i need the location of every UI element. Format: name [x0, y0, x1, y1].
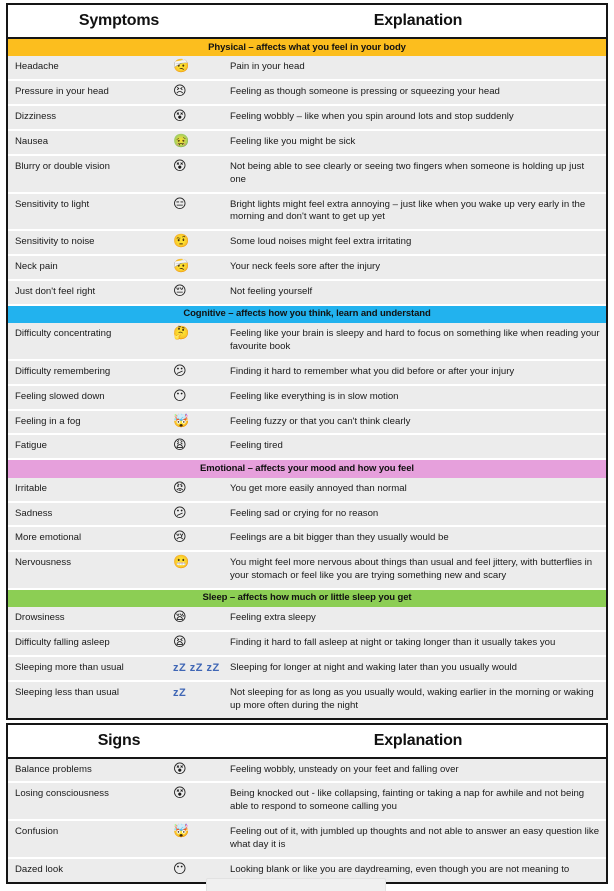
- category-band-cognitive: Cognitive – affects how you think, learn and understand: [8, 306, 606, 323]
- explanation-cell: Feeling like your brain is sleepy and hard to focus on something like when reading your favourite book: [230, 328, 600, 352]
- explanation-cell: Not feeling yourself: [230, 285, 313, 297]
- symptom-name-cell: Drowsiness: [15, 612, 65, 624]
- explanation-cell: Being knocked out - like collapsing, fainting or taking a nap for awhile and not being able to respond to someone calling you: [230, 788, 585, 813]
- explanation-cell: Finding it hard to remember what you did before or after your injury: [230, 365, 515, 377]
- knocked-out-face-icon: [163, 783, 230, 805]
- pensive-face-icon-glyph: 😔: [173, 283, 187, 299]
- symptom-name-cell: Blurry or double vision: [15, 160, 110, 172]
- confused-face-icon: [163, 361, 230, 383]
- pouting-face-icon-glyph: 😡: [173, 480, 187, 496]
- table-row: [8, 194, 606, 232]
- symptom-name-cell: Just don't feel right: [15, 285, 96, 297]
- nauseated-face-icon-glyph: 🤢: [173, 133, 190, 149]
- explanation-cell: You get more easily annoyed than normal: [230, 482, 407, 494]
- weary-face-icon: [163, 435, 230, 457]
- table-row: [8, 386, 606, 411]
- symptom-name-cell: Sadness: [15, 507, 53, 519]
- symptom-name-cell: More emotional: [15, 532, 82, 544]
- sad-face-icon-glyph: 😕: [173, 505, 187, 521]
- symptoms-table-header-row: [8, 5, 606, 39]
- pouting-face-icon: [163, 478, 230, 500]
- exploding-head-icon-glyph: 🤯: [173, 413, 190, 429]
- symptom-name-cell: Irritable: [15, 482, 47, 494]
- table-row: [8, 527, 606, 552]
- thinking-face-icon-glyph: 🤔: [173, 326, 190, 342]
- explanation-cell: Not sleeping for as long as you usually would, waking earlier in the morning or waking up more often during the night: [230, 686, 594, 711]
- dazed-face-icon-glyph: 😶: [173, 861, 187, 877]
- explanation-cell: Feeling as though someone is pressing or squeezing your head: [230, 86, 500, 98]
- table-row: [8, 323, 606, 361]
- nauseated-face-icon: [163, 131, 230, 153]
- table-row: [8, 281, 606, 306]
- symptom-name-cell: Sleeping more than usual: [15, 662, 124, 673]
- expressionless-face-icon-glyph: 😑: [173, 196, 187, 212]
- explanation-cell: You might feel more nervous about things than usual and feel jittery, with butterflies in your stomach or feel like you are trying something new and scary: [230, 557, 593, 582]
- neck-pain-face-icon-glyph: 🤕: [173, 259, 190, 275]
- many-sleep-zzz-icon-glyph: zZ zZ zZ: [173, 662, 220, 674]
- explanation-cell: Sleeping for longer at night and waking later than you usually would: [230, 662, 517, 673]
- persevering-face-icon: [163, 81, 230, 103]
- explanation-cell: Bright lights might feel extra annoying – just like when you wake up very early in the morning and don't want to get up yet: [230, 198, 586, 223]
- symptom-name-cell: Pressure in your head: [15, 86, 109, 98]
- table-row: [8, 435, 606, 460]
- table-row: [8, 657, 606, 682]
- explanation-cell: Your neck feels sore after the injury: [230, 261, 381, 273]
- tired-face-icon-glyph: 😫: [173, 635, 187, 651]
- table-row: [8, 56, 606, 81]
- explanation-cell: Finding it hard to fall asleep at night or taking longer than it usually takes you: [230, 637, 556, 649]
- table-row: [8, 607, 606, 632]
- crying-face-icon-glyph: 😢: [173, 530, 187, 546]
- explanation-cell: Feeling extra sleepy: [230, 612, 316, 624]
- symptoms-explanation-column-header: Explanation: [373, 12, 463, 29]
- explanation-cell: Feeling wobbly, unsteady on your feet and falling over: [230, 763, 459, 775]
- symptom-name-cell: Nausea: [15, 135, 49, 147]
- symptom-name-cell: Balance problems: [15, 763, 92, 775]
- symptom-name-cell: Losing consciousness: [15, 788, 109, 800]
- dizzy-face-icon: [163, 106, 230, 128]
- signs-table: [6, 723, 608, 884]
- explanation-cell: Some loud noises might feel extra irritating: [230, 236, 412, 248]
- table-row: [8, 156, 606, 194]
- table-row: [8, 503, 606, 528]
- symptom-name-cell: Sleeping less than usual: [15, 686, 120, 698]
- persevering-face-icon-glyph: 😣: [173, 84, 187, 100]
- symptom-name-cell: Difficulty concentrating: [15, 328, 112, 340]
- category-band-sleep: Sleep – affects how much or little sleep you get: [8, 590, 606, 607]
- single-sleep-zzz-icon-glyph: zZ: [173, 686, 187, 699]
- dizzy-face-icon-glyph: 😵: [173, 109, 187, 125]
- table-row: [8, 552, 606, 590]
- explanation-cell: Looking blank or like you are daydreaming, even though you are not meaning to: [230, 863, 570, 875]
- face-with-raised-eyebrow-icon-glyph: 🤨: [173, 234, 190, 250]
- balance-problem-face-icon: [163, 759, 230, 781]
- face-with-head-bandage-icon-glyph: 🤕: [173, 59, 190, 75]
- single-sleep-zzz-icon: [163, 682, 230, 704]
- expressionless-face-icon: [163, 194, 230, 216]
- symptom-name-cell: Sensitivity to noise: [15, 236, 95, 248]
- table-row: [8, 821, 606, 859]
- symptom-name-cell: Nervousness: [15, 557, 71, 569]
- symptom-name-cell: Headache: [15, 61, 59, 73]
- table-row: [8, 759, 606, 784]
- signs-column-header: Signs: [97, 731, 141, 749]
- symptoms-table: [6, 3, 608, 720]
- table-row: [8, 131, 606, 156]
- balance-problem-face-icon-glyph: 😵: [173, 761, 187, 777]
- symptom-name-cell: Sensitivity to light: [15, 198, 90, 210]
- table-row: [8, 106, 606, 131]
- face-with-head-bandage-icon: [163, 56, 230, 78]
- signs-explanation-column-header: Explanation: [373, 731, 463, 749]
- table-row: [8, 632, 606, 657]
- blurry-vision-face-icon-glyph: 😵: [173, 158, 187, 174]
- tired-face-icon: [163, 632, 230, 654]
- crying-face-icon: [163, 527, 230, 549]
- explanation-cell: Not being able to see clearly or seeing two fingers when someone is holding up just one: [230, 160, 585, 185]
- symptom-name-cell: Dizziness: [15, 111, 57, 123]
- symptoms-table-body: [8, 39, 606, 718]
- category-band-emotional: Emotional – affects your mood and how you feel: [8, 460, 606, 477]
- symptom-name-cell: Feeling slowed down: [15, 390, 105, 402]
- explanation-cell: Feelings are a bit bigger than they usually would be: [230, 532, 449, 544]
- face-without-mouth-icon: [163, 386, 230, 408]
- explanation-cell: Feeling wobbly – like when you spin around lots and stop suddenly: [230, 111, 514, 123]
- symptom-name-cell: Difficulty falling asleep: [15, 637, 110, 649]
- explanation-cell: Feeling sad or crying for no reason: [230, 507, 379, 519]
- grimacing-face-icon-glyph: 😬: [173, 555, 190, 571]
- explanation-cell: Feeling like you might be sick: [230, 135, 356, 147]
- explanation-cell: Feeling out of it, with jumbled up thoughts and not able to answer an easy question like what day it is: [230, 826, 600, 850]
- explanation-cell: Pain in your head: [230, 61, 305, 73]
- signs-table-header-row: [8, 725, 606, 759]
- weary-face-icon-glyph: 😩: [173, 438, 187, 454]
- symptom-name-cell: Feeling in a fog: [15, 415, 81, 427]
- sleepy-face-icon: [163, 607, 230, 629]
- symptom-name-cell: Neck pain: [15, 261, 58, 273]
- neck-pain-face-icon: [163, 256, 230, 278]
- exploding-head-icon: [163, 411, 230, 433]
- grimacing-face-icon: [163, 552, 230, 574]
- explanation-cell: Feeling like everything is in slow motion: [230, 390, 399, 402]
- confusion-head-icon: [163, 821, 230, 843]
- symptom-name-cell: Confusion: [15, 826, 59, 838]
- blurry-vision-face-icon: [163, 156, 230, 178]
- category-band-physical: Physical – affects what you feel in your body: [8, 39, 606, 56]
- signs-table-body: [8, 759, 606, 882]
- symptom-name-cell: Dazed look: [15, 863, 63, 875]
- symptom-name-cell: Fatigue: [15, 440, 47, 452]
- table-row: [8, 682, 606, 718]
- confusion-head-icon-glyph: 🤯: [173, 824, 190, 840]
- pensive-face-icon: [163, 281, 230, 303]
- sad-face-icon: [163, 503, 230, 525]
- many-sleep-zzz-icon: [163, 657, 230, 679]
- table-row: [8, 361, 606, 386]
- face-without-mouth-icon-glyph: 😶: [173, 388, 187, 404]
- confused-face-icon-glyph: 😕: [173, 363, 187, 379]
- explanation-cell: Feeling tired: [230, 440, 283, 452]
- table-row: [8, 478, 606, 503]
- symptoms-column-header: Symptoms: [78, 12, 160, 29]
- table-row: [8, 81, 606, 106]
- thinking-face-icon: [163, 323, 230, 345]
- table-row: [8, 231, 606, 256]
- table-row: [8, 411, 606, 436]
- face-with-raised-eyebrow-icon: [163, 231, 230, 253]
- table-row: [8, 783, 606, 821]
- explanation-cell: Feeling fuzzy or that you can't think clearly: [230, 415, 411, 427]
- table-row: [8, 256, 606, 281]
- knocked-out-face-icon-glyph: 😵: [173, 786, 187, 802]
- sleepy-face-icon-glyph: 😪: [173, 610, 187, 626]
- symptom-name-cell: Difficulty remembering: [15, 365, 111, 377]
